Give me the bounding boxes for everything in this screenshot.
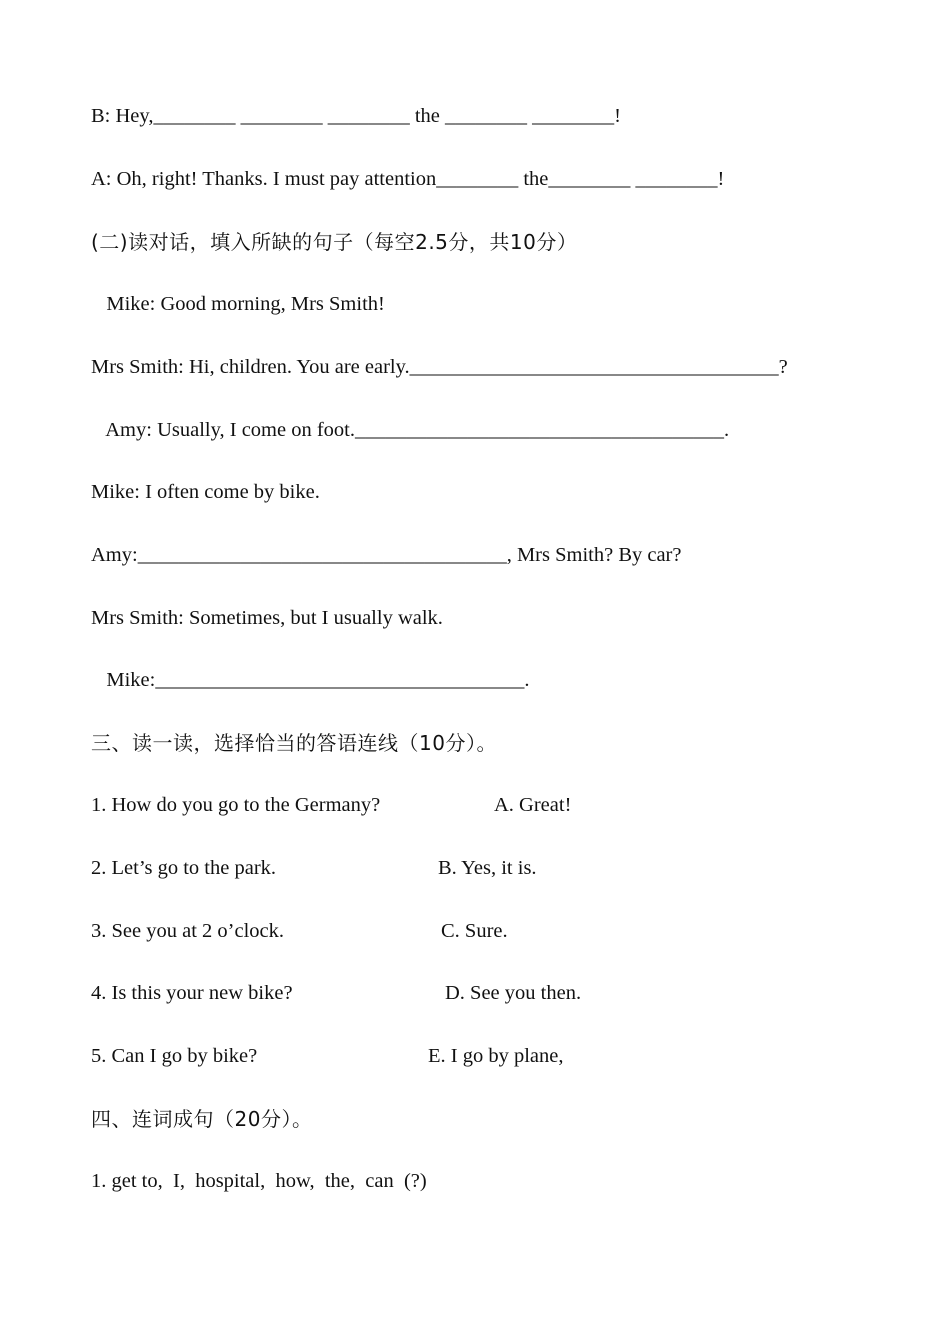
section3-heading: 三、读一读，选择恰当的答语连线（10分）。: [91, 731, 497, 755]
word-order-item: 1. get to, I, hospital, how, the, can (?): [91, 1170, 427, 1192]
matching-question: 2. Let’s go to the park.: [91, 857, 277, 879]
matching-question: 3. See you at 2 o’clock.: [91, 920, 284, 942]
section4-heading: 四、连词成句（20分）。: [91, 1107, 313, 1131]
matching-question: 1. How do you go to the Germany?: [91, 794, 381, 816]
matching-answer: E. I go by plane,: [428, 1045, 564, 1067]
dialogue-line: Amy: Usually, I come on foot.____________________________________.: [91, 419, 730, 441]
matching-answer: A. Great!: [494, 794, 572, 816]
dialogue-line: Amy:____________________________________, Mrs Smith? By car?: [91, 544, 682, 566]
dialogue-b-line: B: Hey,________ ________ ________ the ________ ________!: [91, 105, 621, 127]
section2-heading: (二)读对话，填入所缺的句子（每空2.5分，共10分）: [91, 230, 578, 254]
dialogue-line: Mrs Smith: Sometimes, but I usually walk.: [91, 607, 443, 629]
dialogue-line: Mrs Smith: Hi, children. You are early.____________________________________?: [91, 356, 788, 378]
matching-answer: D. See you then.: [445, 982, 582, 1004]
dialogue-line: Mike: I often come by bike.: [91, 481, 320, 503]
matching-answer: C. Sure.: [441, 920, 508, 942]
matching-question: 5. Can I go by bike?: [91, 1045, 258, 1067]
dialogue-line: Mike: Good morning, Mrs Smith!: [91, 293, 385, 315]
matching-answer: B. Yes, it is.: [438, 857, 537, 879]
dialogue-a-line: A: Oh, right! Thanks. I must pay attention________ the________ ________!: [91, 168, 725, 190]
matching-question: 4. Is this your new bike?: [91, 982, 293, 1004]
dialogue-line: Mike:____________________________________.: [91, 669, 530, 691]
